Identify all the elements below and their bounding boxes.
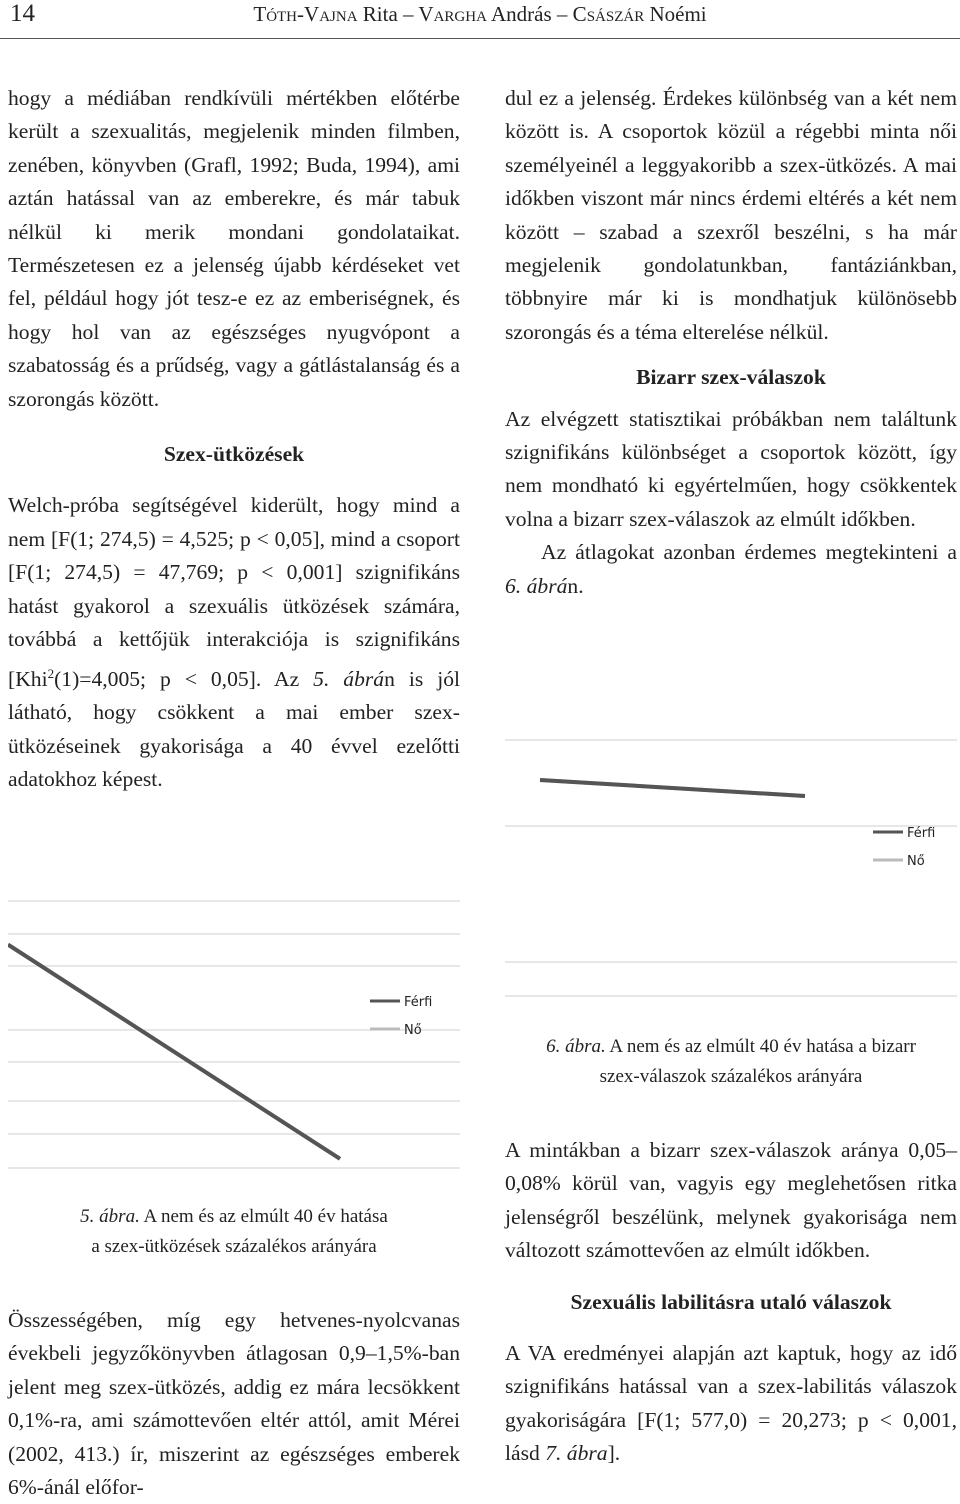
series-line-ferfi	[8, 945, 340, 1159]
series-line-ferfi	[540, 780, 805, 796]
section-heading-bizarr: Bizarr szex-válaszok	[636, 365, 826, 390]
figure-6-chart	[505, 726, 957, 1016]
figure-5-svg	[8, 896, 460, 1176]
page-number: 14	[10, 0, 35, 27]
labilitas-paragraph: A VA eredményei alapján azt kaptuk, hogy az idő szignifikáns hatással van a szex-labilitás válaszok gyakoriságára [F(1; 577,0) = 20,273; p < 0,001, lásd 7. ábra].	[505, 1341, 957, 1466]
figure-5-caption: 5. ábra. A nem és az elmúlt 40 év hatása a szex-ütközések százalékos arányára	[80, 1206, 388, 1257]
legend-label-no: Nő	[907, 854, 925, 869]
legend-label-no: Nő	[404, 1023, 422, 1038]
bizarr-paragraph-1: Az elvégzett statisztikai próbákban nem találtunk szignifikáns különbséget a csoportok között, így nem mondható ki egyértelműen, hogy csökkentek volna a bizarr szex-válaszok az elmúlt időkben.	[505, 406, 957, 531]
continuation-paragraph: dul ez a jelenség. Érdekes különbség van a két nem között is. A csoportok közül a régebbi minta női személyeinél a leggyakoribb a szex-ütközés. A mai időkben viszont már nincs érdemi eltérés a két nem között – szabad a szexről beszélni, s ha már megjelenik gondolatunkban, fantáziánkban, többnyire már ki is mondhatjuk különösebb szorongás és a téma elterelése nélkül.	[505, 86, 957, 344]
running-head: Tóth-Vajna Rita – Vargha András – Császár Noémi	[253, 2, 707, 26]
header-rule	[0, 38, 960, 39]
bizarr-paragraph-3: A mintákban a bizarr szex-válaszok aránya 0,05–0,08% körül van, vagyis egy meglehetősen ritka jelenségről beszélünk, melynek gyakorisága nem változott számottevően az elmúlt időkben.	[505, 1138, 957, 1263]
legend-label-ferfi: Férfi	[907, 826, 936, 841]
bizarr-paragraph-2: Az átlagokat azonban érdemes megtekinteni a 6. ábrán.	[505, 540, 957, 598]
left-column-bottom	[8, 1304, 460, 1504]
right-column-bottom	[505, 1134, 957, 1471]
page-header	[0, 0, 960, 40]
section-heading-szex-utkozesek: Szex-ütközések	[163, 442, 305, 467]
welch-paragraph: Welch-próba segítségével kiderült, hogy mind a nem [F(1; 274,5) = 4,525; p < 0,05], mind a csoport [F(1; 274,5) = 47,769; p < 0,001] szignifikáns hatást gyakorol a szexuális ütközések számára, továbbá a kettőjük interakciója is szignifikáns [Khi$^2$(1)=4,005; p < 0,05]. Az 5. ábrán is jól látható, hogy csökkent a mai ember szex-ütközéseinek gyakorisága a 40 évvel ezelőtti adatokhoz képest.	[8, 493, 461, 791]
legend-label-ferfi: Férfi	[404, 995, 433, 1010]
figure-6-svg	[505, 726, 957, 1016]
figure-5-chart	[8, 896, 460, 1176]
section-heading-labilitas: Szexuális labilitásra utaló válaszok	[570, 1289, 892, 1314]
summary-paragraph: Összességében, míg egy hetvenes-nyolcvanas évekbeli jegyzőkönyvben átlagosan 0,9–1,5%-ban jelent meg szex-ütközés, addig ez mára lecsökkent 0,1%-ra, ami számottevően eltér attól, amit Mérei (2002, 413.) ír, miszerint az egészséges emberek 6%-ánál előfor-	[8, 1308, 460, 1500]
figure-6-caption: 6. ábra. A nem és az elmúlt 40 év hatása a bizarr szex-válaszok százalékos arányára	[546, 1036, 916, 1087]
left-column-top	[8, 82, 460, 796]
intro-paragraph: hogy a médiában rendkívüli mértékben előtérbe került a szexualitás, megjelenik minden filmben, zenében, könyvben (Grafl, 1992; Buda, 1994), ami aztán hatással van az emberekre, és már tabuk nélkül ki merik mondani gondolataikat. Természetesen ez a jelenség újabb kérdéseket vet fel, például hogy jót tesz-e ez az emberiségnek, és hogy hol van az egészséges nyugvópont a szabatosság és a prűdség, vagy a gátlástalanság és a szorongás között.	[8, 86, 460, 411]
right-column-top	[505, 82, 957, 603]
